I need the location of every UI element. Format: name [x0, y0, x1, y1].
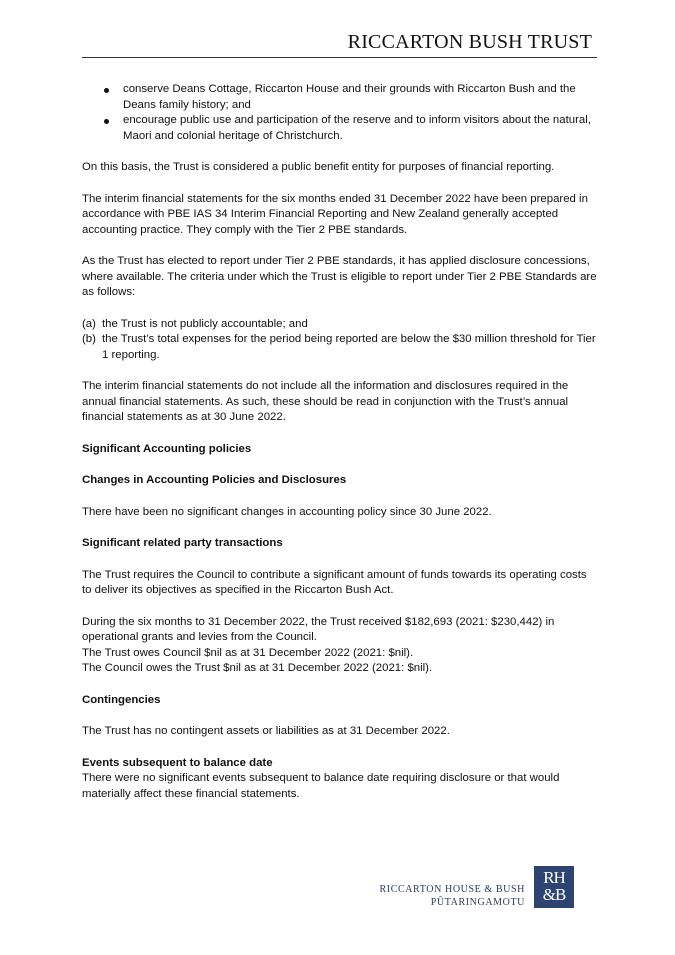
- paragraph-council-funding: The Trust requires the Council to contribute a significant amount of funds towards its operating costs to deliver its objectives as specified in the Riccarton Bush Act.: [82, 568, 587, 596]
- rhb-logo-icon: RH &B: [534, 866, 574, 908]
- heading-accounting-policies: Significant Accounting policies: [82, 442, 252, 455]
- list-marker: (a): [82, 317, 96, 330]
- list-item: (b) the Trust’s total expenses for the period being reported are below the $30 million threshold for Tier 1 reporting.: [82, 333, 596, 361]
- list-marker: (b): [82, 333, 96, 345]
- list-item: conserve Deans Cottage, Riccarton House and their grounds with Riccarton Bush and the Deans family history; and: [82, 82, 597, 113]
- bullet-icon: [104, 88, 109, 93]
- paragraph-pbe: On this basis, the Trust is considered a public benefit entity for purposes of financial reporting.: [82, 161, 555, 173]
- heading-contingencies: Contingencies: [82, 693, 161, 706]
- paragraph-changes: There have been no significant changes in accounting policy since 30 June 2022.: [82, 505, 492, 518]
- paragraph-tier2: As the Trust has elected to report under Tier 2 PBE standards, it has applied disclosure concessions, where available. The criteria under which the Trust is eligible to report under Tier 2 PBE Standards are as follows:: [82, 255, 597, 298]
- paragraph-interim: The interim financial statements for the six months ended 31 December 2022 have been prepared in accordance with PBE IAS 34 Interim Financial Reporting and New Zealand generally accepted accounting practice. They comply with the Tier 2 PBE standards.: [82, 192, 588, 236]
- document-body: [82, 82, 597, 818]
- objectives-list: [82, 82, 597, 144]
- heading-events: Events subsequent to balance date: [82, 756, 273, 769]
- list-item: encourage public use and participation of the reserve and to inform visitors about the natural, Maori and colonial heritage of Christchurch.: [82, 113, 597, 144]
- footer-organisation-name: RICCARTON HOUSE & BUSH PŪTARINGAMOTU: [379, 884, 525, 908]
- paragraph-disclosures: The interim financial statements do not include all the information and disclosures required in the annual financial statements. As such, these should be read in conjunction with the Trust’s annual financial statements as at 30 June 2022.: [82, 380, 569, 423]
- list-item: (a) the Trust is not publicly accountable; and: [82, 317, 597, 333]
- related-line: During the six months to 31 December 2022, the Trust received $182,693 (2021: $230,442) in operational grants and levies from the Council.: [82, 615, 555, 643]
- heading-related-party: Significant related party transactions: [82, 537, 283, 549]
- page-header-title: RICCARTON BUSH TRUST: [347, 31, 592, 53]
- related-line: The Trust owes Council $nil as at 31 December 2022 (2021: $nil).: [82, 646, 414, 659]
- paragraph-contingencies: The Trust has no contingent assets or liabilities as at 31 December 2022.: [82, 725, 450, 737]
- criteria-list: [82, 317, 597, 364]
- paragraph-events: There were no significant events subsequent to balance date requiring disclosure or that would materially affect these financial statements.: [82, 772, 560, 800]
- paragraph-related-transactions: [82, 615, 597, 677]
- related-line: The Council owes the Trust $nil as at 31 December 2022 (2021: $nil).: [82, 662, 433, 674]
- header-divider: [82, 57, 597, 58]
- heading-changes: Changes in Accounting Policies and Disclosures: [82, 474, 347, 486]
- bullet-icon: [104, 119, 109, 124]
